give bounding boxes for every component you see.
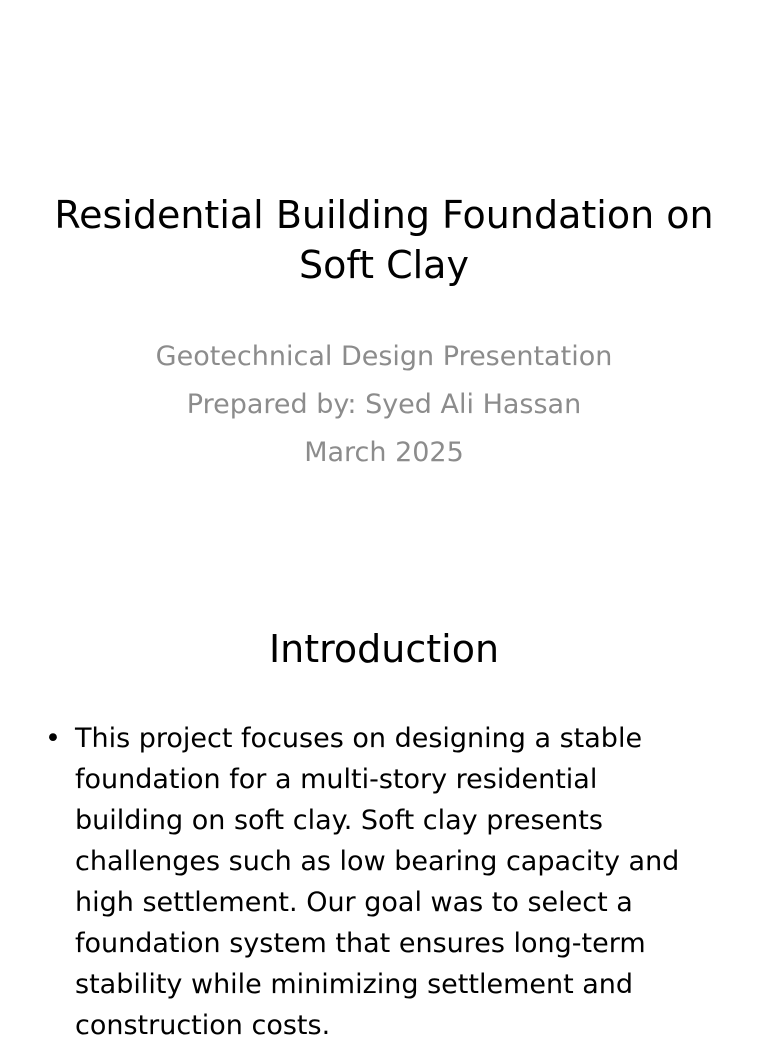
slide-subtitle bbox=[40, 333, 728, 477]
subtitle-line: Prepared by: Syed Ali Hassan bbox=[186, 389, 582, 420]
slide-title: Introduction bbox=[268, 627, 500, 671]
bullet-item bbox=[40, 718, 708, 1046]
introduction-slide bbox=[0, 576, 768, 1041]
bullet-icon: • bbox=[45, 723, 61, 754]
slide-title: Residential Building Foundation on Soft Clay bbox=[54, 193, 714, 287]
subtitle-line: Geotechnical Design Presentation bbox=[155, 341, 613, 372]
bullet-text: This project focuses on designing a stable foundation for a multi-story residential building on soft clay. Soft clay presents challenges such as low bearing capacity and high settlement. Our goal was to select a foundation system that ensures long-term stability while minimizing settlement and construction costs. bbox=[75, 723, 680, 1041]
bullet-list bbox=[40, 718, 708, 1046]
subtitle-line: March 2025 bbox=[304, 437, 464, 468]
